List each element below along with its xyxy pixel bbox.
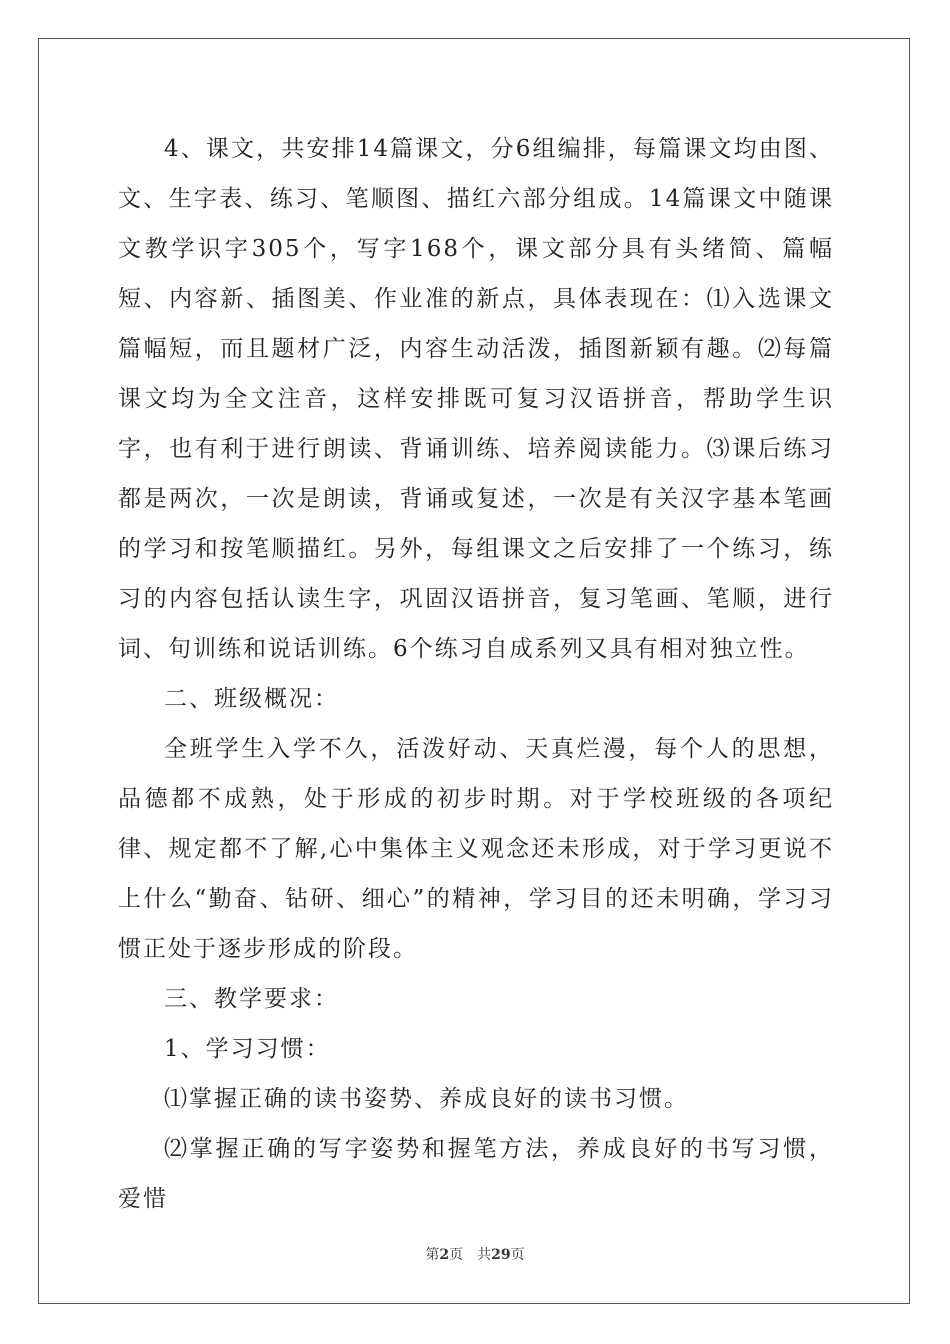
- total-page-count: 29: [491, 1247, 511, 1263]
- list-item-reading-posture: ⑴掌握正确的读书姿势、养成良好的读书习惯。: [164, 1086, 689, 1112]
- list-item-writing-posture: ⑵掌握正确的写字姿势和握笔方法，养成良好的书写习惯，爱惜: [118, 1136, 834, 1212]
- heading-class-overview: 二、班级概况：: [164, 686, 339, 712]
- paragraph-class-overview: 全班学生入学不久，活泼好动、天真烂漫，每个人的思想，品德都不成熟，处于形成的初步时期。对于学校班级的各项纪律、规定都不了解,心中集体主义观念还未形成，对于学习更说不上什么“勤奋、钻研、细心”的精神，学习目的还未明确，学习习惯正处于逐步形成的阶段。: [118, 736, 834, 962]
- paragraph-textbook-lessons: 4、课文，共安排14篇课文，分6组编排，每篇课文均由图、文、生字表、练习、笔顺图、描红六部分组成。14篇课文中随课文教学识字305个，写字168个，课文部分具有头绪简、篇幅短、内容新、插图美、作业准的新点，具体表现在：⑴入选课文篇幅短，而且题材广泛，内容生动活泼，插图新颖有趣。⑵每篇课文均为全文注音，这样安排既可复习汉语拼音，帮助学生识字，也有利于进行朗读、背诵训练、培养阅读能力。⑶课后练习都是两次，一次是朗读，背诵或复述，一次是有关汉字基本笔画的学习和按笔顺描红。另外，每组课文之后安排了一个练习，练习的内容包括认读生字，巩固汉语拼音，复习笔画、笔顺，进行词、句训练和说话训练。6个练习自成系列又具有相对独立性。: [118, 136, 834, 662]
- document-body: [118, 124, 834, 1224]
- page-footer: [0, 1244, 950, 1264]
- heading-teaching-requirements: 三、教学要求：: [164, 986, 339, 1012]
- current-page-number: 2: [439, 1247, 450, 1263]
- page-label-suffix: 页: [449, 1247, 464, 1263]
- page-label-prefix: 第: [425, 1247, 440, 1263]
- total-label-prefix: 共: [477, 1247, 492, 1263]
- subheading-study-habits: 1、学习习惯：: [164, 1036, 331, 1062]
- total-label-suffix: 页: [510, 1247, 525, 1263]
